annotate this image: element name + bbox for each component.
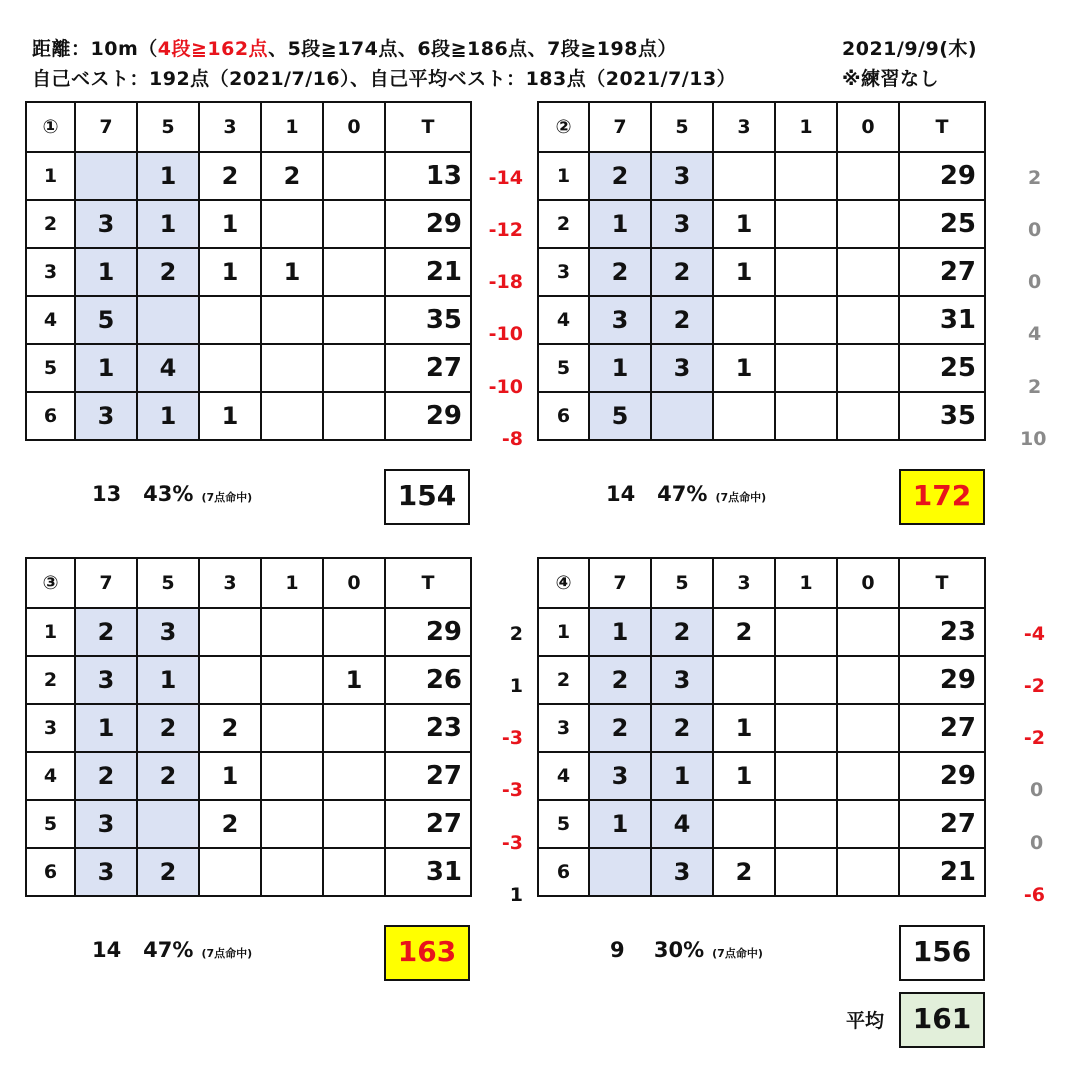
row-diff: 0: [1028, 219, 1042, 241]
col-5-header: 5: [137, 102, 199, 152]
row-diff: 0: [1030, 779, 1044, 801]
block-total: 154: [384, 469, 470, 525]
cell-total: 29: [385, 200, 471, 248]
cell-3: 1: [199, 752, 261, 800]
cell-5: 3: [137, 608, 199, 656]
cell-total: 26: [385, 656, 471, 704]
cell-total: 27: [899, 248, 985, 296]
block-label: ③: [26, 558, 75, 608]
cell-1: [261, 200, 323, 248]
col-1-header: 1: [261, 102, 323, 152]
cell-7: 3: [589, 296, 651, 344]
table-row: [26, 200, 471, 248]
cell-3: 1: [713, 248, 775, 296]
row-diff: -12: [488, 219, 523, 241]
cell-total: 35: [899, 392, 985, 440]
row-diff: -10: [488, 376, 523, 398]
table-row: [538, 656, 985, 704]
cell-7: 1: [75, 344, 137, 392]
cell-5: 1: [137, 200, 199, 248]
hit-percent: 30%: [653, 938, 705, 962]
table-row: [26, 608, 471, 656]
cell-total: 29: [899, 752, 985, 800]
row-number: 6: [538, 392, 589, 440]
row-diff: 0: [1030, 832, 1044, 854]
best-line: 自己ベスト：192点（2021/7/16）、自己平均ベスト：183点（2021/7/13）: [32, 68, 737, 90]
cell-5: 2: [137, 248, 199, 296]
cell-7: 3: [75, 800, 137, 848]
cell-3: [199, 608, 261, 656]
row-diff: 0: [1028, 271, 1042, 293]
table-row: [538, 296, 985, 344]
cell-1: [775, 848, 837, 896]
cell-total: 21: [899, 848, 985, 896]
cell-1: [261, 344, 323, 392]
cell-0: [323, 800, 385, 848]
table-row: [538, 704, 985, 752]
cell-0: [837, 200, 899, 248]
cell-5: 4: [651, 800, 713, 848]
distance-prefix: 距離：10m（: [32, 38, 158, 60]
cell-1: [261, 800, 323, 848]
average-total: 161: [899, 992, 985, 1048]
score-table-4: [537, 557, 986, 897]
table-row: [26, 344, 471, 392]
cell-5: 2: [651, 248, 713, 296]
row-number: 1: [26, 152, 75, 200]
cell-1: [261, 656, 323, 704]
cell-5: 1: [137, 656, 199, 704]
cell-total: 27: [385, 344, 471, 392]
col-3-header: 3: [713, 558, 775, 608]
cell-5: 2: [137, 848, 199, 896]
cell-5: [137, 296, 199, 344]
table-row: [538, 200, 985, 248]
cell-0: [837, 704, 899, 752]
row-diff: 1: [509, 675, 523, 697]
cell-0: [323, 344, 385, 392]
cell-1: [261, 608, 323, 656]
cell-3: 1: [713, 344, 775, 392]
table-row: [538, 752, 985, 800]
cell-0: [837, 800, 899, 848]
cell-5: 3: [651, 848, 713, 896]
cell-total: 27: [385, 800, 471, 848]
cell-1: [261, 392, 323, 440]
row-diff: -8: [501, 428, 523, 450]
row-number: 3: [26, 704, 75, 752]
row-number: 1: [26, 608, 75, 656]
cell-7: 2: [589, 656, 651, 704]
table-row: [538, 152, 985, 200]
hit-summary: [92, 482, 252, 506]
cell-3: 1: [713, 704, 775, 752]
row-number: 2: [538, 656, 589, 704]
cell-3: [199, 656, 261, 704]
cell-0: [323, 152, 385, 200]
cell-5: 3: [651, 200, 713, 248]
cell-1: [775, 344, 837, 392]
cell-0: [837, 656, 899, 704]
cell-total: 29: [385, 392, 471, 440]
cell-1: [775, 704, 837, 752]
table-row: [26, 248, 471, 296]
table-row: [538, 608, 985, 656]
cell-3: 2: [713, 848, 775, 896]
grade-thresholds: 、5段≧174点、6段≧186点、7段≧198点）: [268, 38, 677, 60]
score-table-1: [25, 101, 472, 441]
practice-note: ※練習なし: [842, 68, 939, 90]
cell-1: 2: [261, 152, 323, 200]
row-number: 3: [538, 248, 589, 296]
cell-5: 2: [137, 752, 199, 800]
cell-total: 29: [385, 608, 471, 656]
cell-0: [837, 392, 899, 440]
cell-0: [323, 752, 385, 800]
cell-1: [261, 704, 323, 752]
cell-7: 3: [75, 656, 137, 704]
row-number: 5: [26, 344, 75, 392]
cell-5: 2: [651, 608, 713, 656]
col-5-header: 5: [651, 558, 713, 608]
cell-total: 25: [899, 200, 985, 248]
col-0-header: 0: [837, 558, 899, 608]
cell-1: [775, 608, 837, 656]
col-total-header: T: [385, 102, 471, 152]
cell-total: 13: [385, 152, 471, 200]
cell-3: [199, 848, 261, 896]
row-diff: -3: [501, 832, 523, 854]
cell-5: 2: [651, 296, 713, 344]
row-number: 4: [538, 296, 589, 344]
cell-7: 1: [589, 200, 651, 248]
row-number: 3: [26, 248, 75, 296]
cell-1: [775, 248, 837, 296]
cell-3: 2: [713, 608, 775, 656]
cell-3: 2: [199, 152, 261, 200]
hit-note: (7点命中): [712, 947, 763, 960]
row-number: 5: [538, 344, 589, 392]
table-row: [26, 152, 471, 200]
block-total: 156: [899, 925, 985, 981]
cell-0: [323, 296, 385, 344]
cell-1: [775, 392, 837, 440]
col-7-header: 7: [589, 102, 651, 152]
average-label: 平均: [846, 1010, 885, 1032]
block-label: ①: [26, 102, 75, 152]
row-diff: -2: [1023, 727, 1045, 749]
col-3-header: 3: [199, 102, 261, 152]
row-diff: -2: [1023, 675, 1045, 697]
table-row: [26, 392, 471, 440]
row-number: 1: [538, 608, 589, 656]
cell-7: 1: [75, 248, 137, 296]
cell-0: [323, 200, 385, 248]
block-total: 172: [899, 469, 985, 525]
row-number: 6: [26, 392, 75, 440]
col-7-header: 7: [75, 558, 137, 608]
row-number: 5: [26, 800, 75, 848]
table-row: [26, 752, 471, 800]
col-0-header: 0: [837, 102, 899, 152]
cell-0: [837, 344, 899, 392]
cell-0: [323, 392, 385, 440]
cell-5: [137, 800, 199, 848]
cell-1: [775, 656, 837, 704]
hit-count: 14: [606, 482, 636, 506]
cell-7: 1: [589, 344, 651, 392]
hit-note: (7点命中): [715, 491, 767, 504]
cell-0: [837, 752, 899, 800]
table-header-row: [26, 558, 471, 608]
cell-0: [837, 608, 899, 656]
cell-5: 2: [137, 704, 199, 752]
block-label: ②: [538, 102, 589, 152]
hit-count: 9: [610, 938, 625, 962]
cell-5: 3: [651, 152, 713, 200]
cell-total: 27: [899, 704, 985, 752]
row-number: 1: [538, 152, 589, 200]
table-row: [26, 656, 471, 704]
cell-3: [199, 296, 261, 344]
cell-7: [589, 848, 651, 896]
table-row: [26, 800, 471, 848]
cell-7: 3: [75, 392, 137, 440]
cell-0: 1: [323, 656, 385, 704]
row-diff: 2: [509, 623, 523, 645]
cell-0: [837, 296, 899, 344]
row-number: 4: [26, 752, 75, 800]
cell-7: [75, 152, 137, 200]
col-1-header: 1: [775, 102, 837, 152]
table-header-row: [538, 102, 985, 152]
row-number: 5: [538, 800, 589, 848]
score-table-2: [537, 101, 986, 441]
col-5-header: 5: [651, 102, 713, 152]
row-number: 4: [26, 296, 75, 344]
cell-total: 23: [899, 608, 985, 656]
cell-7: 2: [589, 152, 651, 200]
row-number: 6: [538, 848, 589, 896]
cell-3: [713, 152, 775, 200]
row-number: 2: [26, 656, 75, 704]
cell-3: 2: [199, 800, 261, 848]
row-diff: -3: [501, 779, 523, 801]
table-header-row: [26, 102, 471, 152]
row-diff: -10: [488, 323, 523, 345]
score-table-3: [25, 557, 472, 897]
cell-3: 1: [713, 200, 775, 248]
cell-1: [775, 296, 837, 344]
cell-1: 1: [261, 248, 323, 296]
cell-7: 5: [589, 392, 651, 440]
cell-1: [261, 848, 323, 896]
grade4-threshold: 4段≧162点: [157, 38, 269, 60]
hit-percent: 47%: [657, 482, 708, 506]
cell-5: 3: [651, 656, 713, 704]
hit-note: (7点命中): [201, 491, 253, 504]
col-0-header: 0: [323, 102, 385, 152]
table-header-row: [538, 558, 985, 608]
cell-3: 1: [199, 200, 261, 248]
cell-1: [261, 296, 323, 344]
table-row: [26, 848, 471, 896]
col-total-header: T: [385, 558, 471, 608]
hit-summary: [92, 938, 252, 962]
col-3-header: 3: [199, 558, 261, 608]
cell-1: [775, 800, 837, 848]
row-number: 2: [26, 200, 75, 248]
hit-summary: [606, 482, 766, 506]
cell-7: 1: [75, 704, 137, 752]
hit-count: 13: [92, 482, 122, 506]
cell-total: 23: [385, 704, 471, 752]
cell-total: 27: [385, 752, 471, 800]
col-1-header: 1: [775, 558, 837, 608]
hit-count: 14: [92, 938, 122, 962]
cell-7: 2: [75, 608, 137, 656]
cell-5: 2: [651, 704, 713, 752]
row-diff: 2: [1028, 376, 1042, 398]
row-diff: -3: [501, 727, 523, 749]
cell-3: 2: [199, 704, 261, 752]
cell-5: 1: [137, 392, 199, 440]
distance-line: [32, 34, 677, 61]
cell-total: 31: [385, 848, 471, 896]
row-number: 3: [538, 704, 589, 752]
cell-7: 2: [589, 704, 651, 752]
table-row: [538, 848, 985, 896]
cell-total: 29: [899, 656, 985, 704]
cell-1: [261, 752, 323, 800]
row-diff: 1: [509, 884, 523, 906]
col-7-header: 7: [75, 102, 137, 152]
cell-0: [323, 608, 385, 656]
cell-7: 3: [75, 200, 137, 248]
cell-0: [837, 248, 899, 296]
cell-7: 2: [75, 752, 137, 800]
col-total-header: T: [899, 558, 985, 608]
row-diff: 2: [1028, 167, 1042, 189]
row-diff: -4: [1023, 623, 1045, 645]
cell-3: [713, 392, 775, 440]
row-number: 6: [26, 848, 75, 896]
col-5-header: 5: [137, 558, 199, 608]
cell-7: 3: [589, 752, 651, 800]
cell-5: [651, 392, 713, 440]
row-number: 2: [538, 200, 589, 248]
col-total-header: T: [899, 102, 985, 152]
table-row: [538, 392, 985, 440]
cell-3: [713, 800, 775, 848]
table-row: [538, 248, 985, 296]
col-7-header: 7: [589, 558, 651, 608]
row-diff: -14: [488, 167, 523, 189]
cell-total: 35: [385, 296, 471, 344]
cell-5: 1: [137, 152, 199, 200]
cell-total: 25: [899, 344, 985, 392]
col-1-header: 1: [261, 558, 323, 608]
cell-5: 1: [651, 752, 713, 800]
block-label: ④: [538, 558, 589, 608]
table-row: [26, 704, 471, 752]
cell-1: [775, 200, 837, 248]
block-total: 163: [384, 925, 470, 981]
cell-3: [713, 296, 775, 344]
cell-3: [199, 344, 261, 392]
hit-summary: [610, 938, 763, 962]
col-3-header: 3: [713, 102, 775, 152]
row-diff: -18: [488, 271, 523, 293]
table-row: [538, 800, 985, 848]
cell-total: 31: [899, 296, 985, 344]
cell-7: 5: [75, 296, 137, 344]
hit-percent: 47%: [143, 938, 194, 962]
date-label: 2021/9/9(木): [842, 38, 978, 60]
table-row: [26, 296, 471, 344]
cell-7: 3: [75, 848, 137, 896]
cell-3: 1: [199, 248, 261, 296]
table-row: [538, 344, 985, 392]
row-diff: 10: [1020, 428, 1047, 450]
col-0-header: 0: [323, 558, 385, 608]
cell-7: 2: [589, 248, 651, 296]
row-diff: 4: [1028, 323, 1042, 345]
cell-7: 1: [589, 800, 651, 848]
row-diff: -6: [1023, 884, 1045, 906]
cell-3: 1: [199, 392, 261, 440]
cell-0: [323, 704, 385, 752]
hit-note: (7点命中): [201, 947, 253, 960]
cell-3: 1: [713, 752, 775, 800]
cell-5: 3: [651, 344, 713, 392]
cell-3: [713, 656, 775, 704]
cell-total: 21: [385, 248, 471, 296]
cell-1: [775, 152, 837, 200]
cell-0: [323, 848, 385, 896]
cell-7: 1: [589, 608, 651, 656]
row-number: 4: [538, 752, 589, 800]
cell-0: [837, 152, 899, 200]
cell-5: 4: [137, 344, 199, 392]
cell-0: [837, 848, 899, 896]
cell-total: 27: [899, 800, 985, 848]
cell-0: [323, 248, 385, 296]
hit-percent: 43%: [143, 482, 194, 506]
cell-total: 29: [899, 152, 985, 200]
cell-1: [775, 752, 837, 800]
